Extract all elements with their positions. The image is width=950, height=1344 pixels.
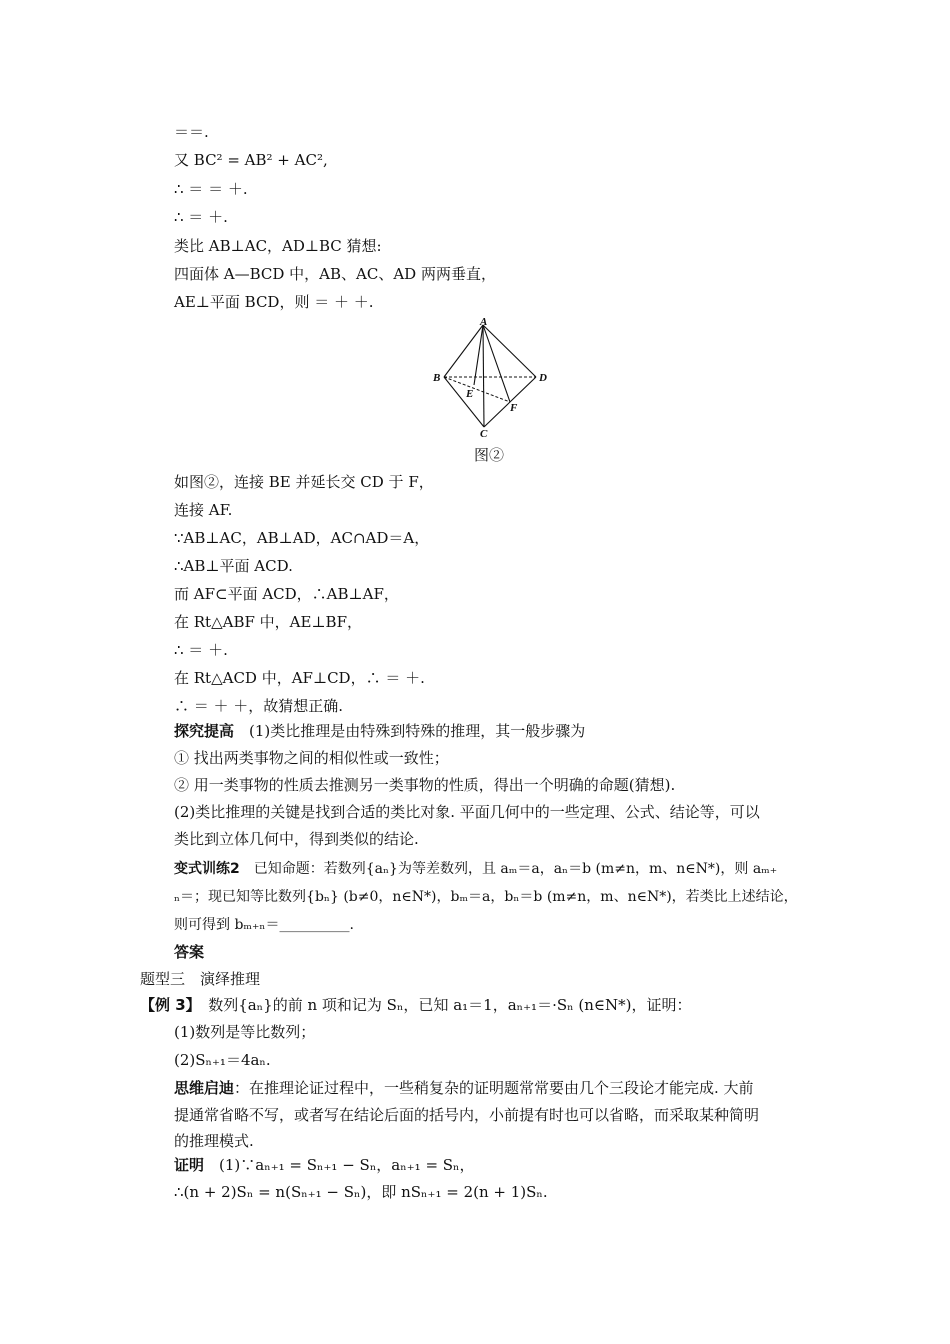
segment-ae <box>474 325 483 385</box>
line-27 <box>140 995 691 1015</box>
exercise-label: 变式训练2 <box>174 861 240 877</box>
section-heading: 题型三 演绎推理 <box>140 970 261 988</box>
answer-label: 答案 <box>174 943 205 961</box>
line-09: 连接 AF. <box>174 501 233 519</box>
line-24: 则可得到 bₘ₊ₙ＝__________. <box>174 917 354 933</box>
line-18: ① 找出两类事物之间的相似性或一致性； <box>174 749 449 767</box>
figure-caption: 图② <box>474 446 505 464</box>
thinking-label: 思维启迪 <box>174 1079 235 1097</box>
line-32: 的推理模式. <box>174 1132 254 1150</box>
label-b: B <box>433 372 441 384</box>
line-19: ② 用一类事物的性质去推测另一类事物的性质，得出一个明确的命题(猜想). <box>174 776 676 794</box>
line-22-text: 已知命题：若数列{aₙ}为等差数列，且 aₘ＝a，aₙ＝b (m≠n，m、n∈N*)，则 aₘ₊ <box>253 861 778 877</box>
line-16: ∴ ＝ ＋ ＋，故猜想正确. <box>174 697 344 715</box>
line-23: ₙ＝；现已知等比数列{bₙ} (b≠0，n∈N*)，bₘ＝a，bₙ＝b (m≠n，m、n∈N*)，若类比上述结论， <box>174 889 798 905</box>
edge-ab <box>444 325 483 377</box>
label-c: C <box>480 428 488 439</box>
edge-ac <box>483 325 484 427</box>
label-d: D <box>539 372 547 384</box>
line-10: ∵AB⊥AC，AB⊥AD，AC∩AD＝A， <box>174 529 430 547</box>
line-30 <box>174 1078 754 1098</box>
line-27-text: 数列{aₙ}的前 n 项和记为 Sₙ，已知 a₁＝1，aₙ₊₁＝·Sₙ (n∈N*)，证明： <box>208 996 692 1014</box>
line-33 <box>174 1155 475 1175</box>
line-30-text: ：在推理论证过程中，一些稍复杂的证明题常常要由几个三段论才能完成. 大前 <box>234 1079 754 1097</box>
line-05: 类比 AB⊥AC，AD⊥BC 猜想: <box>174 237 382 255</box>
line-01: ＝＝. <box>174 123 209 141</box>
edge-ad <box>483 325 536 377</box>
label-e: E <box>466 388 474 400</box>
line-29: (2)Sₙ₊₁＝4aₙ. <box>174 1051 271 1069</box>
label-f: F <box>510 402 518 414</box>
inquiry-label: 探究提高 <box>174 722 235 740</box>
label-a: A <box>480 316 488 328</box>
line-08: 如图②，连接 BE 并延长交 CD 于 F， <box>174 473 434 491</box>
line-17-text: (1)类比推理是由特殊到特殊的推理，其一般步骤为 <box>249 722 586 740</box>
line-31: 提通常省略不写，或者写在结论后面的括号内，小前提有时也可以省略，而采取某种简明 <box>174 1106 760 1124</box>
segment-af <box>483 325 510 402</box>
line-12: 而 AF⊂平面 ACD，∴AB⊥AF， <box>174 585 399 603</box>
proof-label: 证明 <box>174 1156 205 1174</box>
line-13: 在 Rt△ABF 中，AE⊥BF， <box>174 613 362 631</box>
line-11: ∴AB⊥平面 ACD. <box>174 557 293 575</box>
line-04: ∴ ＝ ＋. <box>174 208 228 226</box>
line-21: 类比到立体几何中，得到类似的结论. <box>174 830 419 848</box>
line-34: ∴(n + 2)Sₙ = n(Sₙ₊₁ − Sₙ)，即 nSₙ₊₁ = 2(n + 1)Sₙ. <box>174 1183 548 1201</box>
tetrahedron-figure <box>428 315 558 439</box>
line-28: (1)数列是等比数列； <box>174 1023 316 1041</box>
line-15: 在 Rt△ACD 中，AF⊥CD，∴ ＝ ＋. <box>174 669 425 687</box>
line-03: ∴ ＝ ＝ ＋. <box>174 180 248 198</box>
line-07: AE⊥平面 BCD，则 ＝ ＋ ＋. <box>174 293 374 311</box>
line-22 <box>174 859 777 879</box>
line-14: ∴ ＝ ＋. <box>174 641 228 659</box>
line-20: (2)类比推理的关键是找到合适的类比对象. 平面几何中的一些定理、公式、结论等，可以 <box>174 803 760 821</box>
line-02: 又 BC² = AB² + AC², <box>174 151 328 169</box>
line-06: 四面体 A—BCD 中，AB、AC、AD 两两垂直， <box>174 265 496 283</box>
line-17 <box>174 721 585 741</box>
example-label: 【例 3】 <box>140 996 194 1014</box>
line-33-text: (1)∵aₙ₊₁ = Sₙ₊₁ − Sₙ，aₙ₊₁ = Sₙ， <box>219 1156 475 1174</box>
